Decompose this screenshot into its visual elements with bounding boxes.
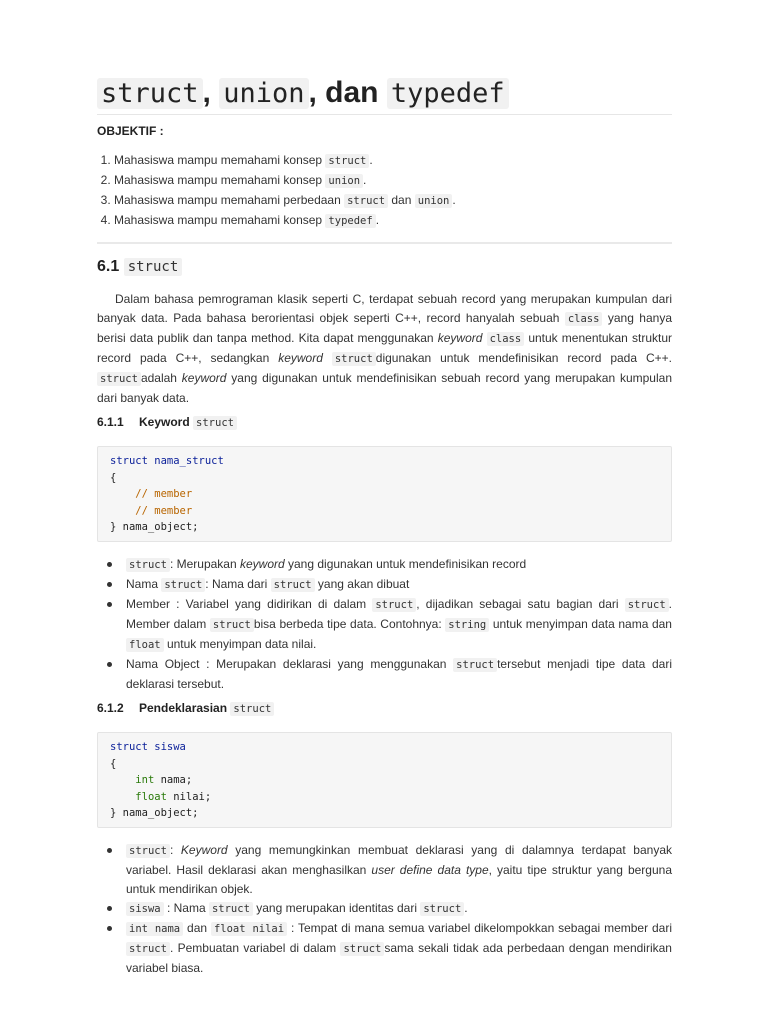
emphasis: user define data type bbox=[371, 863, 489, 877]
emphasis: keyword bbox=[278, 351, 323, 365]
item-mid: dan bbox=[388, 193, 415, 207]
inline-code: float nilai bbox=[211, 922, 287, 936]
text: untuk menyimpan data nilai. bbox=[163, 637, 317, 651]
text: tersebut menjadi tipe data dari deklarasi tersebut. bbox=[126, 657, 672, 691]
text: Member : Variabel yang didirikan di dalam bbox=[126, 597, 373, 611]
text: . Pembuatan variabel di dalam bbox=[169, 941, 341, 955]
text: yang memungkinkan membuat deklarasi yang di dalamnya terdapat banyak variabel. Hasil deklarasi akan menghasilkan bbox=[126, 843, 672, 877]
text: untuk menyimpan data nama dan bbox=[489, 617, 672, 631]
inline-code: struct bbox=[332, 352, 376, 366]
inline-code: float bbox=[126, 638, 164, 652]
text: : bbox=[169, 843, 181, 857]
inline-code: struct bbox=[209, 902, 253, 916]
inline-code: struct bbox=[126, 844, 170, 858]
emphasis: keyword bbox=[239, 557, 285, 571]
title-word: dan bbox=[325, 76, 379, 109]
inline-code: struct bbox=[625, 598, 669, 612]
code-keyword: struct bbox=[110, 455, 148, 467]
code-block bbox=[97, 732, 672, 828]
list-item bbox=[126, 919, 672, 978]
inline-code: struct bbox=[230, 702, 274, 716]
text: , yaitu tipe struktur yang berguna untuk mendirikan objek. bbox=[126, 863, 672, 896]
text: yang digunakan untuk mendefinisikan record bbox=[284, 557, 527, 571]
section-divider bbox=[97, 242, 672, 244]
inline-code: string bbox=[445, 618, 489, 632]
inline-code: union bbox=[415, 194, 453, 208]
list-item bbox=[114, 171, 654, 191]
code-type: int bbox=[135, 774, 155, 786]
text: adalah bbox=[140, 371, 182, 385]
subsection-label: Pendeklarasian bbox=[139, 701, 228, 715]
inline-code: struct bbox=[124, 258, 183, 276]
title-code-typedef: typedef bbox=[387, 78, 509, 109]
item-text: Mahasiswa mampu memahami konsep bbox=[114, 153, 326, 167]
inline-code: struct bbox=[453, 658, 497, 672]
item-text: Mahasiswa mampu memahami perbedaan bbox=[114, 193, 345, 207]
inline-code: struct bbox=[97, 372, 141, 386]
text: digunakan untuk mendefinisikan record pada C++. bbox=[375, 351, 672, 365]
code-line: nama; bbox=[154, 774, 193, 786]
inline-code: struct bbox=[126, 558, 170, 572]
code-line: { bbox=[110, 471, 117, 484]
code-identifier: siswa bbox=[154, 741, 186, 753]
item-tail: . bbox=[363, 173, 367, 187]
text: yang digunakan untuk mendefinisikan sebuah record yang merupakan kumpulan dari banyak data. bbox=[97, 371, 672, 405]
inline-code: struct bbox=[372, 598, 416, 612]
subsection-heading-6-1-1 bbox=[97, 415, 237, 429]
emphasis: keyword bbox=[181, 371, 227, 385]
list-item bbox=[126, 655, 672, 694]
title-sep: , bbox=[202, 76, 220, 109]
document-page bbox=[97, 74, 672, 975]
subsection-number: 6.1.1 bbox=[97, 415, 124, 429]
page-title bbox=[97, 74, 672, 115]
emphasis: Keyword bbox=[180, 843, 228, 857]
code-comment: // member bbox=[135, 488, 193, 500]
item-tail: . bbox=[452, 193, 456, 207]
list-item bbox=[126, 841, 672, 899]
inline-code: struct bbox=[271, 578, 315, 592]
text: Dalam bahasa pemrograman klasik seperti C, terdapat sebuah record yang merupakan kumpulan dari banyak data. Pada bahasa berorientasi objek seperti C++, record hanyalah sebuah bbox=[97, 292, 672, 325]
item-text: Mahasiswa mampu memahami konsep bbox=[114, 173, 326, 187]
list-item bbox=[114, 151, 654, 171]
bullet-list bbox=[97, 841, 672, 978]
code-identifier: nama_struct bbox=[154, 455, 224, 467]
text: , dijadikan sebagai satu bagian dari bbox=[416, 597, 625, 611]
inline-code: struct bbox=[126, 942, 170, 956]
item-text: Mahasiswa mampu memahami konsep bbox=[114, 213, 326, 227]
emphasis: keyword bbox=[437, 331, 483, 345]
inline-code: class bbox=[487, 332, 525, 346]
item-tail: . bbox=[375, 213, 380, 227]
subsection-label: Keyword bbox=[139, 415, 190, 429]
code-line: { bbox=[110, 757, 117, 770]
text: yang hanya berisi data publik dan tanpa method. Kita dapat menggunakan bbox=[97, 311, 672, 345]
subsection-heading-6-1-2 bbox=[97, 701, 274, 715]
list-item bbox=[126, 595, 672, 655]
text: Nama bbox=[126, 577, 162, 591]
list-item bbox=[126, 555, 672, 575]
list-item bbox=[126, 575, 672, 595]
subsection-number: 6.1.2 bbox=[97, 701, 124, 715]
code-keyword: struct bbox=[110, 741, 148, 753]
code-line: } nama_object; bbox=[110, 521, 199, 533]
text: yang merupakan identitas dari bbox=[252, 901, 421, 915]
title-sep: , bbox=[308, 76, 326, 109]
list-item bbox=[114, 191, 654, 211]
text: Nama Object : Merupakan deklarasi yang menggunakan bbox=[126, 657, 454, 671]
title-code-struct: struct bbox=[97, 78, 203, 109]
objective-heading: OBJEKTIF : bbox=[97, 124, 164, 138]
text: : Nama dari bbox=[205, 577, 271, 591]
inline-code: struct bbox=[420, 902, 464, 916]
item-tail: . bbox=[369, 153, 373, 167]
inline-code: struct bbox=[340, 942, 384, 956]
inline-code: siswa bbox=[126, 902, 164, 916]
inline-code: class bbox=[565, 312, 603, 326]
inline-code: struct bbox=[210, 618, 254, 632]
objective-list bbox=[97, 151, 654, 231]
text: : Nama bbox=[163, 901, 209, 915]
section-number: 6.1 bbox=[97, 258, 120, 275]
list-item bbox=[114, 211, 654, 231]
code-block bbox=[97, 446, 672, 542]
inline-code: struct bbox=[161, 578, 205, 592]
inline-code: int nama bbox=[126, 922, 183, 936]
text: sama sekali tidak ada perbedaan dengan mendirikan variabel biasa. bbox=[126, 941, 672, 975]
title-code-union: union bbox=[219, 78, 308, 109]
code-comment: // member bbox=[135, 504, 193, 517]
section-paragraph bbox=[97, 290, 672, 408]
inline-code: union bbox=[325, 174, 363, 188]
section-heading-6-1 bbox=[97, 258, 182, 276]
bullet-list bbox=[97, 555, 672, 694]
inline-code: typedef bbox=[325, 214, 375, 228]
inline-code: struct bbox=[193, 416, 237, 430]
list-item bbox=[126, 899, 672, 919]
code-type: float bbox=[135, 790, 167, 803]
code-line: nilai; bbox=[166, 790, 212, 803]
text: . bbox=[464, 901, 468, 915]
code-line: } nama_object; bbox=[110, 807, 199, 819]
text: : Tempat di mana semua variabel dikelompokkan sebagai member dari bbox=[287, 921, 672, 935]
text: yang akan dibuat bbox=[314, 577, 410, 591]
text: . Member dalam bbox=[126, 597, 672, 631]
inline-code: struct bbox=[325, 154, 369, 168]
text: untuk menentukan struktur record pada C++, sedangkan bbox=[97, 331, 672, 365]
text: : Merupakan bbox=[169, 557, 240, 571]
text: bisa berbeda tipe data. Contohnya: bbox=[253, 617, 446, 631]
text: dan bbox=[183, 921, 211, 935]
inline-code: struct bbox=[344, 194, 388, 208]
